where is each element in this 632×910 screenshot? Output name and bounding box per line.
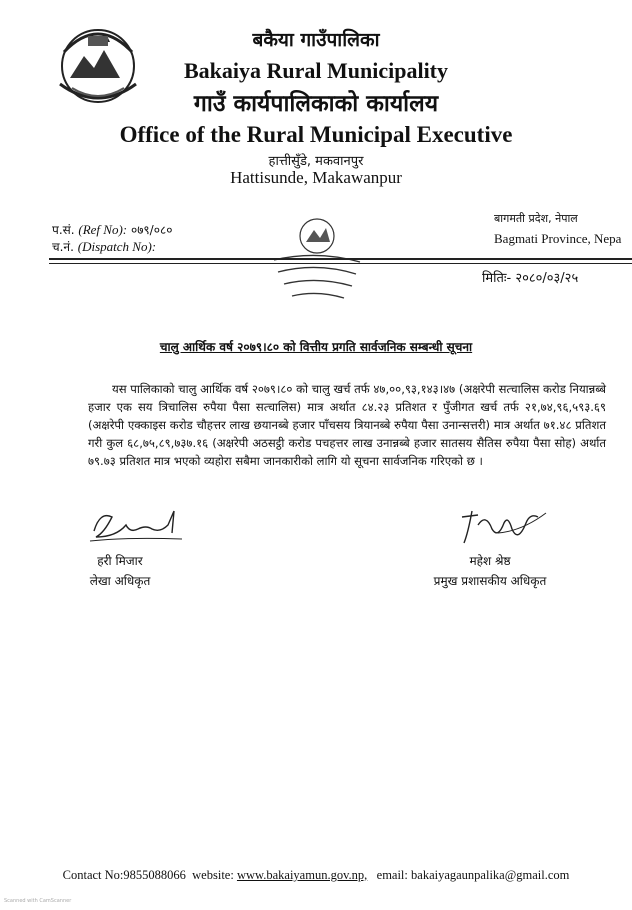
signatory-left-title: लेखा अधिकृत [89, 574, 151, 588]
footer-website-label: website: [192, 868, 234, 882]
footer-phone: Contact No:9855088066 [62, 868, 186, 882]
address-english: Hattisunde, Makawanpur [230, 168, 402, 187]
office-seal-stamp [264, 212, 370, 308]
province-english: Bagmati Province, Nepa [494, 231, 622, 246]
scanner-watermark: Scanned with CamScanner [4, 898, 72, 904]
municipality-name-english: Bakaiya Rural Municipality [183, 58, 449, 83]
ref-label-english: (Ref No): [78, 222, 128, 237]
signatory-left-name: हरी मिजार [97, 554, 143, 568]
signature-left [86, 503, 206, 549]
notice-body: यस पालिकाको चालु आर्थिक वर्ष २०७९।८० को चालु खर्च तर्फ ४७,००,९३,१४३।४७ (अक्षरेपी सत्चालिस करोड नियान्नब्बे हजार एक सय त्रिचालिस रुपैया पैसा सत्चालिस) मात्र अर्थात ८४.२३ प्रतिशत र पुँजीगत खर्च तर्फ २१,७४,९६,५९३.६९ (अक्षरेपी एक्काइस करोड चौहत्तर लाख छयानब्बे हजार पाँचसय त्रियानब्बे रुपैया पैसा उनान्सत्तरी) मात्र अर्थात ७१.४८ प्रतिशत गरी कुल ६८,७५,८९,७३७.१६ (अक्षरेपी अठसट्ठी करोड पचहत्तर लाख उनान्नब्बे हजार सातसय सैतिस रुपैया पैसा सोह) अर्थात ७९.७३ प्रतिशत मात्र भएको व्यहोरा सबैमा जानकारीको लागि यो सूचना सार्वजनिक गरिएको छ । [88, 382, 606, 468]
signatory-right-title: प्रमुख प्रशासकीय अधिकृत [433, 574, 547, 588]
ref-number-line [52, 221, 172, 238]
letter-date: मितिः- २०८०/०३/२५ [482, 271, 579, 286]
ref-label-nepali: प.सं. [52, 223, 75, 237]
office-name-english: Office of the Rural Municipal Executive [119, 122, 513, 147]
header-rule [49, 258, 632, 260]
footer-email-label: email: [376, 868, 408, 882]
address-nepali: हात्तीसुँडे, मकवानपुर [268, 154, 364, 169]
signature-right [438, 503, 558, 549]
office-name-nepali: गाउँ कार्यपालिकाको कार्यालय [193, 91, 439, 117]
province-nepali: बागमती प्रदेश, नेपाल [494, 212, 578, 225]
footer-contact [0, 868, 632, 883]
municipality-name-nepali: बकैया गाउँपालिका [252, 29, 380, 51]
signatory-right-name: महेश श्रेष्ठ [469, 554, 511, 568]
dispatch-number-line [52, 238, 156, 255]
footer-email[interactable]: bakaiyagaunpalika@gmail.com [411, 868, 570, 882]
notice-subject-text: चालु आर्थिक वर्ष २०७९।८० को वित्तीय प्रगति सार्वजनिक सम्बन्धी सूचना [159, 340, 473, 354]
dispatch-label-nepali: च.नं. [52, 240, 74, 254]
notice-subject [0, 338, 632, 355]
header-rule-thin [49, 263, 632, 264]
dispatch-label-english: (Dispatch No): [77, 239, 157, 254]
footer-website-link[interactable]: www.bakaiyamun.gov.np, [236, 868, 368, 882]
ref-number-value: ०७९/०८० [130, 223, 173, 237]
